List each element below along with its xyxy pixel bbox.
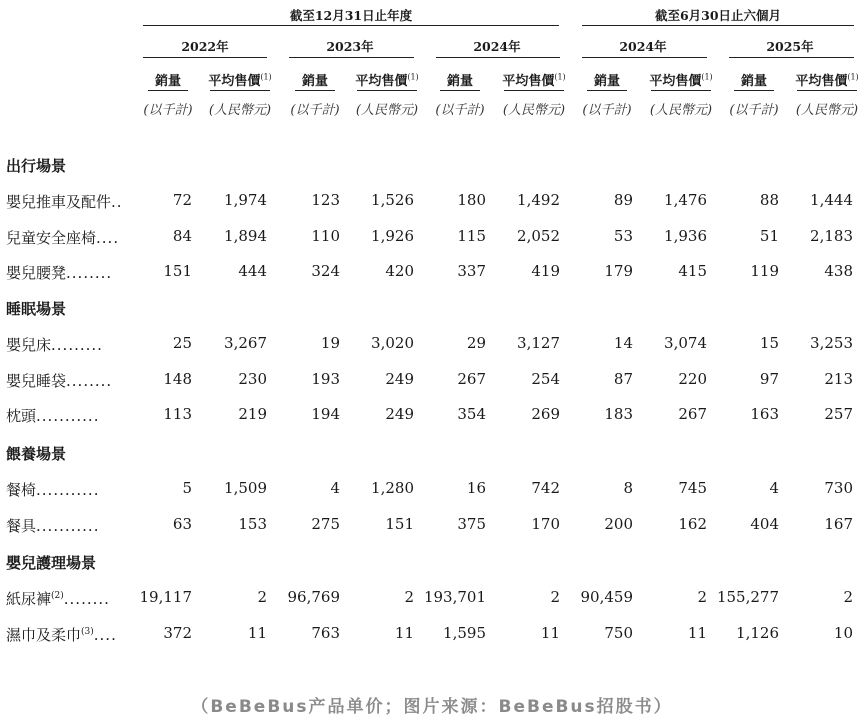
volume-cell: 163 xyxy=(750,405,779,424)
leader-dots: ........... xyxy=(36,516,100,535)
volume-cell: 113 xyxy=(163,405,192,424)
sub-header-text: 銷量 xyxy=(593,74,620,89)
row-label-text: 嬰兒床 xyxy=(6,336,52,354)
row-label xyxy=(6,515,99,536)
volume-header xyxy=(567,70,647,89)
source-caption: （BeBeBus产品单价；图片来源：BeBeBus招股书） xyxy=(191,697,673,717)
volume-cell: 90,459 xyxy=(580,588,633,606)
volume-cell: 750 xyxy=(604,623,633,642)
price-cell: 444 xyxy=(238,262,267,281)
volume-cell: 25 xyxy=(172,334,192,352)
price-cell: 219 xyxy=(238,405,267,424)
sub-header-rule xyxy=(651,90,711,91)
price-cell: 257 xyxy=(824,405,853,424)
price-cell: 151 xyxy=(385,514,414,533)
volume-cell: 19 xyxy=(320,334,340,352)
volume-cell: 200 xyxy=(604,514,633,533)
group-rule-half xyxy=(582,25,854,26)
footnote-marker: (1) xyxy=(554,72,566,82)
row-label-text: 嬰兒睡袋 xyxy=(6,371,67,390)
price-cell: 1,526 xyxy=(371,191,414,209)
price-cell: 11 xyxy=(687,623,707,642)
sub-header-rule xyxy=(357,90,417,91)
row-label-text: 嬰兒推車及配件 xyxy=(6,193,112,211)
price-cell: 3,267 xyxy=(224,334,267,352)
period-header: 2024年 xyxy=(619,39,667,54)
row-label xyxy=(6,479,99,500)
group-header-half: 截至6月30日止六個月 xyxy=(654,8,782,23)
volume-cell: 4 xyxy=(769,479,779,497)
volume-cell: 763 xyxy=(311,623,340,642)
sub-header-rule xyxy=(587,90,627,91)
group-rule-year xyxy=(143,25,559,26)
price-cell: 2 xyxy=(697,588,707,606)
period-header: 2022年 xyxy=(181,39,229,54)
sub-header-text: 銷量 xyxy=(446,74,473,89)
leader-dots: ........ xyxy=(66,371,113,390)
price-cell: 249 xyxy=(385,369,414,388)
price-cell: 3,253 xyxy=(810,334,853,352)
price-cell: 153 xyxy=(238,514,267,533)
volume-cell: 4 xyxy=(330,479,340,497)
section-heading: 嬰兒護理場景 xyxy=(6,554,97,572)
leader-dots: ........ xyxy=(63,590,110,608)
period-rule xyxy=(143,57,267,58)
volume-header xyxy=(128,70,208,89)
price-cell: 167 xyxy=(824,514,853,533)
row-label-text: 餐具 xyxy=(6,516,37,535)
volume-cell: 155,277 xyxy=(716,588,779,606)
price-cell: 3,127 xyxy=(517,334,560,352)
row-label xyxy=(6,334,103,355)
price-cell: 2 xyxy=(843,588,853,606)
price-cell: 2 xyxy=(404,588,414,606)
leader-dots: ........... xyxy=(36,481,100,499)
price-cell: 438 xyxy=(824,262,853,281)
volume-cell: 148 xyxy=(163,369,192,388)
sub-header-text: 平均售價 xyxy=(795,74,848,89)
price-cell: 2,183 xyxy=(810,226,853,245)
section-heading: 睡眠場景 xyxy=(6,300,67,318)
row-label xyxy=(6,405,99,426)
price-cell: 249 xyxy=(385,405,414,424)
price-cell: 220 xyxy=(678,369,707,388)
volume-cell: 19,117 xyxy=(139,588,192,606)
volume-cell: 267 xyxy=(457,369,486,388)
price-cell: 11 xyxy=(247,623,267,642)
sub-header-rule xyxy=(210,90,270,91)
price-cell: 730 xyxy=(824,479,853,497)
row-label xyxy=(6,370,112,391)
footnote-marker: (1) xyxy=(847,72,859,82)
unit-price: (人民幣元) xyxy=(502,103,566,118)
volume-cell: 194 xyxy=(311,405,340,424)
volume-cell: 179 xyxy=(604,262,633,281)
period-rule xyxy=(582,57,707,58)
price-cell: 1,926 xyxy=(371,226,414,245)
leader-dots: .. xyxy=(111,193,123,211)
volume-cell: 51 xyxy=(759,226,779,245)
section-heading: 餵養場景 xyxy=(6,445,67,463)
volume-cell: 87 xyxy=(613,369,633,388)
volume-cell: 14 xyxy=(613,334,633,352)
period-header: 2023年 xyxy=(326,39,374,54)
row-label xyxy=(6,624,117,645)
price-cell: 742 xyxy=(531,479,560,497)
volume-cell: 119 xyxy=(750,262,779,281)
sub-header-text: 平均售價 xyxy=(649,74,702,89)
avg-price-header xyxy=(200,70,280,89)
volume-cell: 324 xyxy=(311,262,340,281)
volume-cell: 180 xyxy=(457,191,486,209)
price-cell: 1,936 xyxy=(664,226,707,245)
leader-dots: ........ xyxy=(66,264,113,283)
unit-price: (人民幣元) xyxy=(649,103,713,118)
volume-cell: 337 xyxy=(457,262,486,281)
price-cell: 419 xyxy=(531,262,560,281)
leader-dots: ........... xyxy=(36,407,100,426)
row-label-text: 枕頭 xyxy=(6,407,37,426)
price-cell: 162 xyxy=(678,514,707,533)
volume-cell: 1,595 xyxy=(443,623,486,642)
price-cell: 420 xyxy=(385,262,414,281)
price-cell: 1,476 xyxy=(664,191,707,209)
price-cell: 3,074 xyxy=(664,334,707,352)
period-rule xyxy=(436,57,560,58)
footnote-marker: (2) xyxy=(51,591,64,601)
volume-cell: 193 xyxy=(311,369,340,388)
volume-cell: 354 xyxy=(457,405,486,424)
volume-cell: 5 xyxy=(182,479,192,497)
volume-cell: 1,126 xyxy=(736,623,779,642)
footnote-marker: (3) xyxy=(81,626,94,637)
sub-header-text: 銷量 xyxy=(154,74,181,89)
row-label-text: 嬰兒腰凳 xyxy=(6,264,67,283)
leader-dots: ......... xyxy=(51,336,103,354)
price-cell: 415 xyxy=(678,262,707,281)
period-header: 2024年 xyxy=(473,39,521,54)
volume-cell: 123 xyxy=(311,191,340,209)
price-cell: 2 xyxy=(257,588,267,606)
price-cell: 269 xyxy=(531,405,560,424)
avg-price-header xyxy=(641,70,721,89)
price-cell: 267 xyxy=(678,405,707,424)
price-cell: 2,052 xyxy=(517,226,560,245)
avg-price-header xyxy=(494,70,574,89)
row-label xyxy=(6,588,110,609)
volume-cell: 96,769 xyxy=(287,588,340,606)
period-rule xyxy=(289,57,414,58)
unit-volume: (以千計) xyxy=(290,103,340,118)
volume-cell: 72 xyxy=(172,191,192,209)
row-label-text: 紙尿褲 xyxy=(6,590,52,608)
unit-price: (人民幣元) xyxy=(208,103,272,118)
volume-header xyxy=(420,70,500,89)
price-cell: 1,894 xyxy=(224,226,267,245)
sub-header-rule xyxy=(734,90,774,91)
volume-cell: 29 xyxy=(466,334,486,352)
leader-dots: .... xyxy=(93,625,117,644)
unit-price: (人民幣元) xyxy=(795,103,859,118)
row-label-text: 兒童安全座椅 xyxy=(6,228,97,247)
row-label-text: 餐椅 xyxy=(6,481,37,499)
volume-cell: 8 xyxy=(623,479,633,497)
volume-cell: 88 xyxy=(759,191,779,209)
sub-header-text: 銷量 xyxy=(301,74,328,89)
volume-cell: 183 xyxy=(604,405,633,424)
period-header: 2025年 xyxy=(766,39,814,54)
price-cell: 10 xyxy=(833,623,853,642)
price-cell: 11 xyxy=(394,623,414,642)
row-label xyxy=(6,262,112,283)
group-header-year: 截至12月31日止年度 xyxy=(289,8,413,23)
sub-header-rule xyxy=(504,90,564,91)
volume-cell: 193,701 xyxy=(423,588,486,606)
sub-header-rule xyxy=(797,90,857,91)
unit-volume: (以千計) xyxy=(582,103,632,118)
footnote-marker: (1) xyxy=(701,72,713,82)
unit-volume: (以千計) xyxy=(435,103,485,118)
price-cell: 1,492 xyxy=(517,191,560,209)
volume-cell: 372 xyxy=(163,623,192,642)
footnote-marker: (1) xyxy=(260,72,272,82)
sub-header-rule xyxy=(148,90,188,91)
row-label-text: 濕巾及柔巾 xyxy=(6,625,82,644)
sub-header-text: 銷量 xyxy=(740,74,767,89)
volume-cell: 89 xyxy=(613,191,633,209)
volume-cell: 84 xyxy=(172,226,192,245)
unit-volume: (以千計) xyxy=(143,103,193,118)
volume-cell: 404 xyxy=(750,514,779,533)
volume-cell: 97 xyxy=(759,369,779,388)
volume-cell: 16 xyxy=(466,479,486,497)
price-cell: 1,280 xyxy=(371,479,414,497)
price-cell: 170 xyxy=(531,514,560,533)
price-cell: 11 xyxy=(540,623,560,642)
sub-header-text: 平均售價 xyxy=(208,74,261,89)
price-cell: 254 xyxy=(531,369,560,388)
sub-header-rule xyxy=(295,90,335,91)
price-cell: 1,509 xyxy=(224,479,267,497)
volume-header xyxy=(275,70,355,89)
avg-price-header xyxy=(347,70,427,89)
volume-cell: 151 xyxy=(163,262,192,281)
volume-cell: 110 xyxy=(311,226,340,245)
volume-cell: 53 xyxy=(613,226,633,245)
volume-cell: 375 xyxy=(457,514,486,533)
unit-price: (人民幣元) xyxy=(355,103,419,118)
price-cell: 745 xyxy=(678,479,707,497)
volume-cell: 115 xyxy=(457,226,486,245)
price-cell: 1,444 xyxy=(810,191,853,209)
avg-price-header xyxy=(787,70,864,89)
section-heading: 出行場景 xyxy=(6,157,67,175)
volume-cell: 15 xyxy=(759,334,779,352)
footnote-marker: (1) xyxy=(407,72,419,82)
price-cell: 213 xyxy=(824,369,853,388)
price-cell: 2 xyxy=(550,588,560,606)
price-cell: 230 xyxy=(238,369,267,388)
sub-header-text: 平均售價 xyxy=(355,74,408,89)
volume-header xyxy=(714,70,794,89)
sub-header-text: 平均售價 xyxy=(502,74,555,89)
price-cell: 3,020 xyxy=(371,334,414,352)
volume-cell: 275 xyxy=(311,514,340,533)
price-cell: 1,974 xyxy=(224,191,267,209)
leader-dots: .... xyxy=(96,228,120,247)
period-rule xyxy=(729,57,854,58)
sub-header-rule xyxy=(440,90,480,91)
volume-cell: 63 xyxy=(172,514,192,533)
unit-volume: (以千計) xyxy=(729,103,779,118)
